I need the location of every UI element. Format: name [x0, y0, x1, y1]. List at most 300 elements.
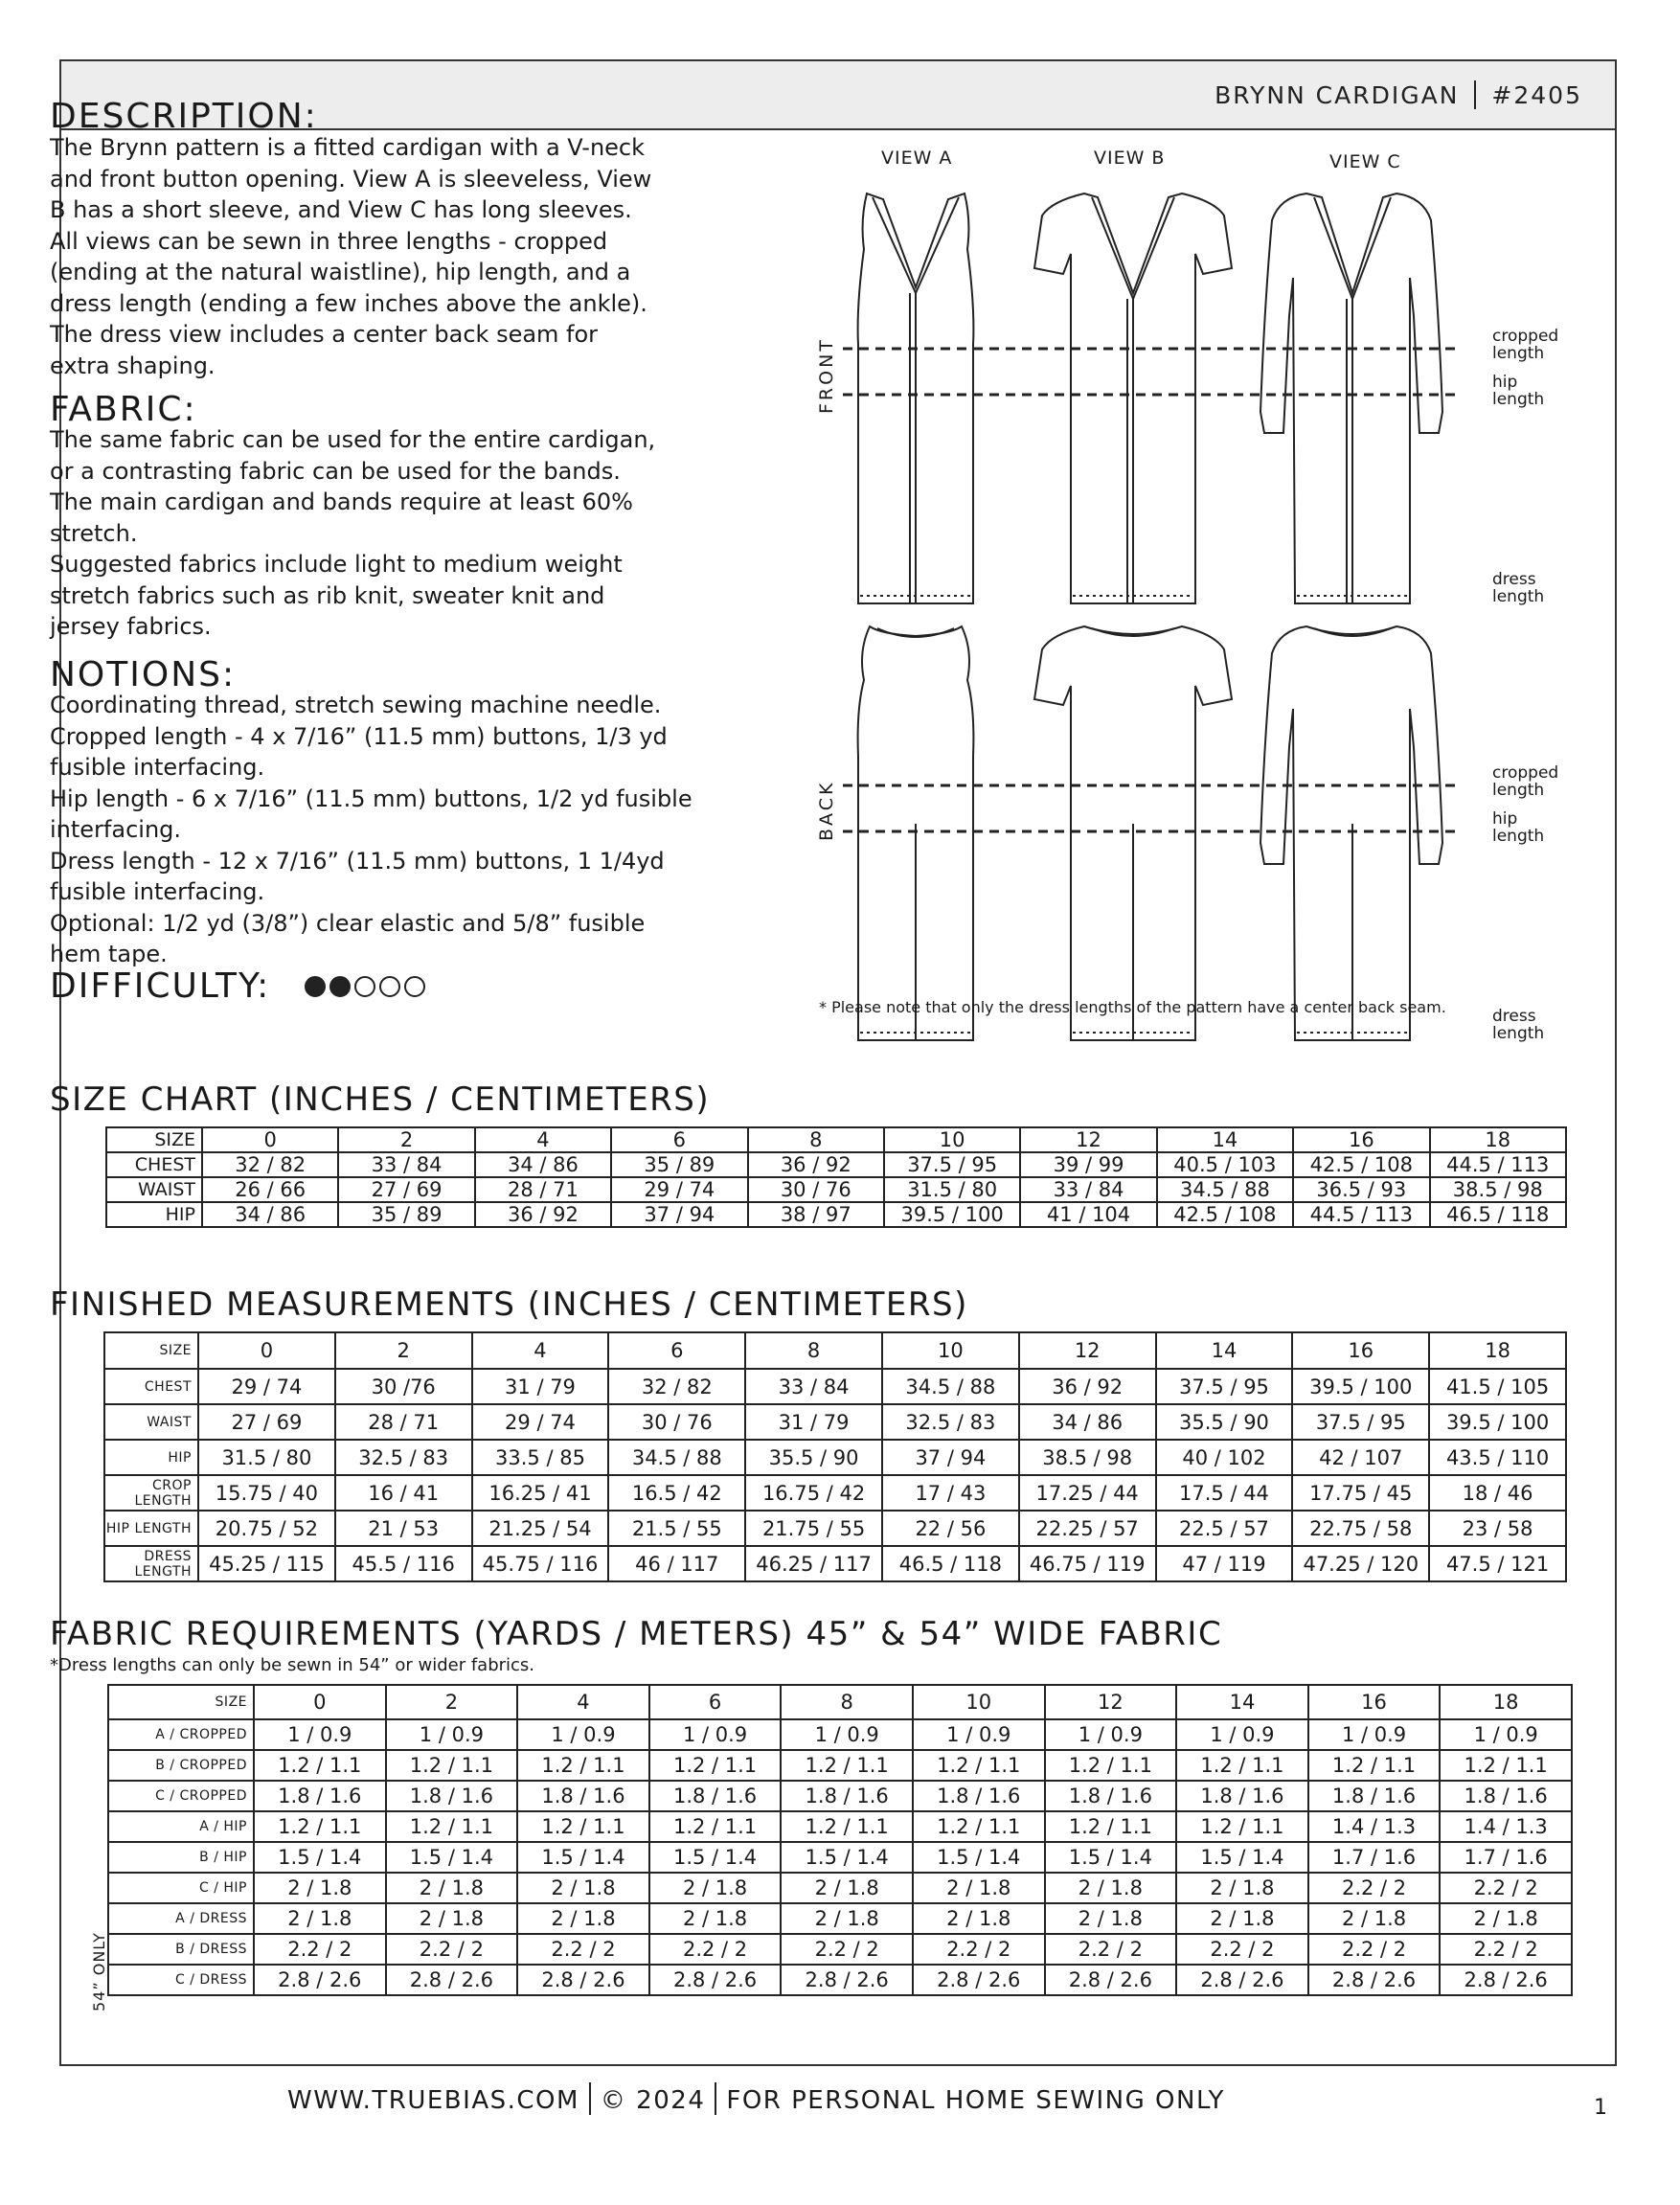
table-cell: 35 / 89 [338, 1202, 474, 1227]
table-cell: 2.8 / 2.6 [1045, 1965, 1177, 1995]
finished-measurements-table [103, 1331, 1567, 1582]
table-cell: 1.2 / 1.1 [649, 1811, 782, 1842]
table-cell: 21.25 / 54 [472, 1511, 609, 1546]
table-row [104, 1369, 1566, 1404]
difficulty-dot [379, 976, 400, 997]
row-label: A / HIP [108, 1811, 254, 1842]
size-column-header: 2 [338, 1127, 474, 1152]
table-cell: 1.2 / 1.1 [781, 1750, 913, 1781]
size-column-header: 8 [781, 1685, 913, 1719]
table-cell: 1.2 / 1.1 [781, 1811, 913, 1842]
table-row [108, 1811, 1572, 1842]
table-cell: 1.5 / 1.4 [1045, 1842, 1177, 1873]
fabric-text [50, 424, 778, 643]
fabric-requirements-title: FABRIC REQUIREMENTS (YARDS / METERS) 45” & 54” WIDE FABRIC [50, 1615, 1223, 1653]
difficulty-row [50, 967, 425, 1006]
table-row [106, 1202, 1566, 1227]
row-label: WAIST [106, 1177, 202, 1202]
row-label: HIP LENGTH [104, 1511, 198, 1546]
pattern-code: #2405 [1491, 81, 1582, 109]
table-cell: 2 / 1.8 [913, 1903, 1045, 1934]
text-line: dress length (ending a few inches above the ankle). [50, 289, 647, 317]
back-view-c-sketch [1260, 626, 1442, 1040]
size-column-header: 4 [475, 1127, 611, 1152]
table-cell: 31 / 79 [472, 1369, 609, 1404]
table-cell: 17.25 / 44 [1019, 1475, 1156, 1511]
table-cell: 1.2 / 1.1 [1440, 1750, 1572, 1781]
table-cell: 42.5 / 108 [1157, 1202, 1293, 1227]
page-number: 1 [1594, 2096, 1607, 2120]
table-row [104, 1511, 1566, 1546]
text-line: The dress view includes a center back seam for [50, 321, 599, 348]
table-cell: 1.2 / 1.1 [517, 1811, 649, 1842]
table-cell: 37 / 94 [611, 1202, 747, 1227]
table-cell: 31 / 79 [745, 1404, 882, 1440]
table-cell: 2.8 / 2.6 [781, 1965, 913, 1995]
table-cell: 31.5 / 80 [884, 1177, 1020, 1202]
notions-text [50, 690, 778, 970]
text-line: B has a short sleeve, and View C has long sleeves. [50, 196, 632, 223]
footer-divider [589, 2082, 591, 2115]
copyright: © 2024 [600, 2086, 706, 2115]
front-hip-label: hip length [1492, 373, 1545, 409]
row-label: DRESS LENGTH [104, 1546, 198, 1581]
row-label: CHEST [106, 1152, 202, 1177]
table-cell: 47.5 / 121 [1429, 1546, 1566, 1581]
table-cell: 16.75 / 42 [745, 1475, 882, 1511]
table-cell: 36 / 92 [748, 1152, 884, 1177]
table-row [108, 1719, 1572, 1750]
table-cell: 36 / 92 [475, 1202, 611, 1227]
text-line: stretch. [50, 519, 138, 547]
table-cell: 46 / 117 [608, 1546, 745, 1581]
fabric-heading: FABRIC: [50, 390, 197, 429]
table-cell: 29 / 74 [472, 1404, 609, 1440]
table-cell: 47.25 / 120 [1292, 1546, 1429, 1581]
text-line: All views can be sewn in three lengths - cropped [50, 227, 608, 255]
table-cell: 2.2 / 2 [517, 1934, 649, 1965]
size-column-header: 6 [611, 1127, 747, 1152]
size-column-header: 14 [1157, 1127, 1293, 1152]
row-label: WAIST [104, 1404, 198, 1440]
table-cell: 1.5 / 1.4 [254, 1842, 386, 1873]
size-column-header: 14 [1156, 1332, 1293, 1369]
back-view-b-sketch [1034, 626, 1232, 1040]
table-cell: 2.8 / 2.6 [649, 1965, 782, 1995]
table-cell: 22.75 / 58 [1292, 1511, 1429, 1546]
table-cell: 2.8 / 2.6 [254, 1965, 386, 1995]
front-cropped-label: cropped length [1492, 327, 1559, 363]
table-cell: 39 / 99 [1020, 1152, 1156, 1177]
table-cell: 22.25 / 57 [1019, 1511, 1156, 1546]
table-cell: 38 / 97 [748, 1202, 884, 1227]
front-view-b-sketch [1034, 193, 1232, 603]
text-line: fusible interfacing. [50, 754, 265, 781]
technical-drawings [747, 86, 1559, 1092]
table-cell: 28 / 71 [335, 1404, 472, 1440]
table-cell: 1.5 / 1.4 [1176, 1842, 1308, 1873]
table-cell: 27 / 69 [198, 1404, 335, 1440]
text-line: and front button opening. View A is sleeveless, View [50, 165, 652, 193]
table-cell: 41.5 / 105 [1429, 1369, 1566, 1404]
table-cell: 1.8 / 1.6 [1045, 1781, 1177, 1811]
table-cell: 1.2 / 1.1 [386, 1811, 518, 1842]
difficulty-dot [329, 976, 351, 997]
table-cell: 2 / 1.8 [781, 1903, 913, 1934]
table-cell: 22.5 / 57 [1156, 1511, 1293, 1546]
table-cell: 32 / 82 [202, 1152, 338, 1177]
table-cell: 2.2 / 2 [1308, 1873, 1441, 1903]
table-cell: 31.5 / 80 [198, 1440, 335, 1475]
table-cell: 1.8 / 1.6 [649, 1781, 782, 1811]
table-cell: 2 / 1.8 [649, 1903, 782, 1934]
table-cell: 1.8 / 1.6 [1176, 1781, 1308, 1811]
size-column-header: 8 [745, 1332, 882, 1369]
row-label: CHEST [104, 1369, 198, 1404]
table-cell: 40.5 / 103 [1157, 1152, 1293, 1177]
pattern-name: BRYNN CARDIGAN [1215, 81, 1460, 109]
size-column-header: 4 [517, 1685, 649, 1719]
table-cell: 29 / 74 [198, 1369, 335, 1404]
difficulty-dot [305, 976, 326, 997]
table-cell: 1 / 0.9 [781, 1719, 913, 1750]
table-cell: 34 / 86 [475, 1152, 611, 1177]
footer-divider [715, 2082, 716, 2115]
size-column-header: 6 [649, 1685, 782, 1719]
text-line: The same fabric can be used for the entire cardigan, [50, 426, 656, 453]
table-row [108, 1873, 1572, 1903]
table-cell: 22 / 56 [882, 1511, 1019, 1546]
table-cell: 2 / 1.8 [1308, 1903, 1441, 1934]
table-cell: 40 / 102 [1156, 1440, 1293, 1475]
table-cell: 33 / 84 [745, 1369, 882, 1404]
back-hip-label: hip length [1492, 809, 1545, 846]
table-cell: 38.5 / 98 [1019, 1440, 1156, 1475]
row-label: C / CROPPED [108, 1781, 254, 1811]
size-column-header: 10 [913, 1685, 1045, 1719]
size-column-header: 10 [884, 1127, 1020, 1152]
table-cell: 35.5 / 90 [745, 1440, 882, 1475]
table-cell: 1 / 0.9 [1176, 1719, 1308, 1750]
table-cell: 2.2 / 2 [1308, 1934, 1441, 1965]
table-cell: 1.5 / 1.4 [649, 1842, 782, 1873]
table-cell: 34.5 / 88 [882, 1369, 1019, 1404]
size-column-header: 12 [1020, 1127, 1156, 1152]
table-cell: 1.4 / 1.3 [1308, 1811, 1441, 1842]
row-label: B / DRESS [108, 1934, 254, 1965]
table-row [108, 1781, 1572, 1811]
table-cell: 38.5 / 98 [1430, 1177, 1566, 1202]
table-cell: 26 / 66 [202, 1177, 338, 1202]
table-row [108, 1965, 1572, 1995]
table-cell: 18 / 46 [1429, 1475, 1566, 1511]
table-cell: 2.2 / 2 [1440, 1934, 1572, 1965]
table-cell: 1 / 0.9 [649, 1719, 782, 1750]
text-line: or a contrasting fabric can be used for the bands. [50, 457, 621, 485]
table-cell: 2 / 1.8 [517, 1873, 649, 1903]
size-column-header: 16 [1292, 1332, 1429, 1369]
text-line: Suggested fabrics include light to medium weight [50, 551, 623, 578]
table-cell: 1.4 / 1.3 [1440, 1811, 1572, 1842]
table-cell: 29 / 74 [611, 1177, 747, 1202]
table-cell: 1 / 0.9 [1440, 1719, 1572, 1750]
table-cell: 2.2 / 2 [1176, 1934, 1308, 1965]
table-cell: 2.8 / 2.6 [913, 1965, 1045, 1995]
table-cell: 2 / 1.8 [1176, 1873, 1308, 1903]
text-line: extra shaping. [50, 352, 216, 379]
size-column-header: 10 [882, 1332, 1019, 1369]
table-row [104, 1546, 1566, 1581]
fabric-width-note: *Dress lengths can only be sewn in 54” or wider fabrics. [50, 1655, 535, 1675]
garment-sketches [747, 86, 1532, 1044]
difficulty-label: DIFFICULTY: [50, 966, 271, 1006]
table-cell: 2 / 1.8 [1045, 1903, 1177, 1934]
table-cell: 1.8 / 1.6 [517, 1781, 649, 1811]
table-cell: 2 / 1.8 [781, 1873, 913, 1903]
table-cell: 27 / 69 [338, 1177, 474, 1202]
back-dress-label: dress length [1492, 1007, 1545, 1043]
row-label: A / CROPPED [108, 1719, 254, 1750]
table-cell: 1.5 / 1.4 [386, 1842, 518, 1873]
table-cell: 1.2 / 1.1 [1045, 1750, 1177, 1781]
table-cell: 2 / 1.8 [913, 1873, 1045, 1903]
table-cell: 23 / 58 [1429, 1511, 1566, 1546]
table-cell: 1 / 0.9 [386, 1719, 518, 1750]
table-cell: 2 / 1.8 [649, 1873, 782, 1903]
table-cell: 1.2 / 1.1 [1176, 1811, 1308, 1842]
table-cell: 2.8 / 2.6 [1176, 1965, 1308, 1995]
table-cell: 15.75 / 40 [198, 1475, 335, 1511]
table-cell: 32 / 82 [608, 1369, 745, 1404]
size-header-cell: SIZE [108, 1685, 254, 1719]
table-cell: 39.5 / 100 [1292, 1369, 1429, 1404]
table-cell: 2 / 1.8 [1176, 1903, 1308, 1934]
table-cell: 21.5 / 55 [608, 1511, 745, 1546]
table-cell: 35.5 / 90 [1156, 1404, 1293, 1440]
table-cell: 2.2 / 2 [1045, 1934, 1177, 1965]
back-view-a-sketch [858, 626, 974, 1040]
table-cell: 1.8 / 1.6 [254, 1781, 386, 1811]
size-column-header: 2 [335, 1332, 472, 1369]
table-cell: 47 / 119 [1156, 1546, 1293, 1581]
table-cell: 16.25 / 41 [472, 1475, 609, 1511]
view-a-label: VIEW A [881, 148, 953, 169]
table-cell: 41 / 104 [1020, 1202, 1156, 1227]
table-cell: 46.75 / 119 [1019, 1546, 1156, 1581]
text-line: The Brynn pattern is a fitted cardigan with a V-neck [50, 134, 646, 161]
table-row [108, 1934, 1572, 1965]
table-cell: 16 / 41 [335, 1475, 472, 1511]
table-cell: 20.75 / 52 [198, 1511, 335, 1546]
table-cell: 1.2 / 1.1 [254, 1811, 386, 1842]
table-row [106, 1152, 1566, 1177]
notions-heading: NOTIONS: [50, 655, 237, 694]
table-cell: 1.2 / 1.1 [1308, 1750, 1441, 1781]
back-cropped-label: cropped length [1492, 763, 1559, 800]
text-line: Dress length - 12 x 7/16” (11.5 mm) buttons, 1 1/4yd [50, 847, 665, 875]
table-cell: 46.25 / 117 [745, 1546, 882, 1581]
table-cell: 1.2 / 1.1 [254, 1750, 386, 1781]
row-label: A / DRESS [108, 1903, 254, 1934]
table-cell: 45.5 / 116 [335, 1546, 472, 1581]
table-cell: 45.25 / 115 [198, 1546, 335, 1581]
view-c-label: VIEW C [1329, 151, 1401, 172]
size-column-header: 16 [1293, 1127, 1429, 1152]
view-b-label: VIEW B [1094, 148, 1166, 169]
table-cell: 44.5 / 113 [1293, 1202, 1429, 1227]
table-cell: 2.8 / 2.6 [386, 1965, 518, 1995]
table-cell: 1.2 / 1.1 [517, 1750, 649, 1781]
table-cell: 34.5 / 88 [608, 1440, 745, 1475]
website-link[interactable]: WWW.TRUEBIAS.COM [287, 2086, 579, 2115]
table-row [106, 1177, 1566, 1202]
usage-note: FOR PERSONAL HOME SEWING ONLY [726, 2086, 1225, 2115]
table-cell: 2 / 1.8 [1045, 1873, 1177, 1903]
table-cell: 1 / 0.9 [517, 1719, 649, 1750]
table-cell: 2.2 / 2 [1440, 1873, 1572, 1903]
text-line: Optional: 1/2 yd (3/8”) clear elastic and 5/8” fusible [50, 909, 646, 937]
size-column-header: 18 [1429, 1332, 1566, 1369]
table-cell: 1.7 / 1.6 [1308, 1842, 1441, 1873]
table-cell: 37.5 / 95 [1292, 1404, 1429, 1440]
size-column-header: 16 [1308, 1685, 1441, 1719]
table-cell: 2.2 / 2 [649, 1934, 782, 1965]
table-cell: 1.2 / 1.1 [913, 1811, 1045, 1842]
table-cell: 1.8 / 1.6 [1440, 1781, 1572, 1811]
size-column-header: 14 [1176, 1685, 1308, 1719]
size-column-header: 18 [1440, 1685, 1572, 1719]
table-cell: 30 / 76 [608, 1404, 745, 1440]
table-cell: 2 / 1.8 [254, 1903, 386, 1934]
table-cell: 17 / 43 [882, 1475, 1019, 1511]
table-cell: 1.8 / 1.6 [386, 1781, 518, 1811]
table-cell: 33 / 84 [338, 1152, 474, 1177]
size-column-header: 2 [386, 1685, 518, 1719]
text-line: (ending at the natural waistline), hip length, and a [50, 259, 631, 285]
table-cell: 2 / 1.8 [386, 1903, 518, 1934]
table-cell: 1.5 / 1.4 [517, 1842, 649, 1873]
table-header-row [108, 1685, 1572, 1719]
row-label: C / DRESS [108, 1965, 254, 1995]
table-cell: 32.5 / 83 [335, 1440, 472, 1475]
text-line: Hip length - 6 x 7/16” (11.5 mm) buttons, 1/2 yd fusible [50, 784, 692, 812]
text-line: fusible interfacing. [50, 878, 265, 905]
size-column-header: 12 [1045, 1685, 1177, 1719]
table-cell: 21.75 / 55 [745, 1511, 882, 1546]
text-line: Cropped length - 4 x 7/16” (11.5 mm) buttons, 1/3 yd [50, 722, 668, 750]
table-cell: 30 / 76 [748, 1177, 884, 1202]
table-cell: 1.2 / 1.1 [386, 1750, 518, 1781]
54-only-label: 54” ONLY [90, 1932, 108, 2012]
table-row [104, 1440, 1566, 1475]
size-column-header: 0 [202, 1127, 338, 1152]
table-row [104, 1475, 1566, 1511]
table-cell: 35 / 89 [611, 1152, 747, 1177]
center-back-seam-note: * Please note that only the dress lengths of the pattern have a center back seam. [819, 998, 1446, 1016]
front-dress-label: dress length [1492, 570, 1545, 606]
size-chart-title: SIZE CHART (INCHES / CENTIMETERS) [50, 1080, 711, 1119]
table-cell: 37.5 / 95 [1156, 1369, 1293, 1404]
size-column-header: 4 [472, 1332, 609, 1369]
table-row [108, 1842, 1572, 1873]
table-cell: 1 / 0.9 [1308, 1719, 1441, 1750]
size-chart-table [105, 1126, 1567, 1228]
table-row [108, 1750, 1572, 1781]
table-cell: 1 / 0.9 [254, 1719, 386, 1750]
text-line: hem tape. [50, 941, 168, 967]
table-header-row [106, 1127, 1566, 1152]
size-column-header: 0 [254, 1685, 386, 1719]
row-label: HIP [106, 1202, 202, 1227]
difficulty-rating [305, 976, 425, 997]
finished-measurements-title: FINISHED MEASUREMENTS (INCHES / CENTIMETERS) [50, 1285, 968, 1324]
text-line: interfacing. [50, 816, 182, 843]
table-cell: 39.5 / 100 [884, 1202, 1020, 1227]
table-cell: 17.5 / 44 [1156, 1475, 1293, 1511]
table-cell: 34 / 86 [202, 1202, 338, 1227]
description-text [50, 132, 778, 381]
size-column-header: 0 [198, 1332, 335, 1369]
table-cell: 1 / 0.9 [913, 1719, 1045, 1750]
row-label: HIP [104, 1440, 198, 1475]
table-cell: 34.5 / 88 [1157, 1177, 1293, 1202]
table-cell: 2.2 / 2 [254, 1934, 386, 1965]
table-cell: 30 /76 [335, 1369, 472, 1404]
text-line: The main cardigan and bands require at least 60% [50, 489, 633, 515]
table-cell: 2 / 1.8 [1440, 1903, 1572, 1934]
table-cell: 1.7 / 1.6 [1440, 1842, 1572, 1873]
table-cell: 1.2 / 1.1 [1176, 1750, 1308, 1781]
table-cell: 2.2 / 2 [386, 1934, 518, 1965]
table-cell: 1.8 / 1.6 [913, 1781, 1045, 1811]
table-header-row [104, 1332, 1566, 1369]
size-header-cell: SIZE [106, 1127, 202, 1152]
fabric-requirements-table [107, 1684, 1573, 1996]
table-cell: 46.5 / 118 [882, 1546, 1019, 1581]
table-cell: 36 / 92 [1019, 1369, 1156, 1404]
difficulty-dot [354, 976, 375, 997]
table-cell: 1.2 / 1.1 [1045, 1811, 1177, 1842]
front-view-c-sketch [1260, 193, 1442, 603]
table-row [104, 1404, 1566, 1440]
footer [287, 2082, 1225, 2115]
table-cell: 16.5 / 42 [608, 1475, 745, 1511]
size-column-header: 6 [608, 1332, 745, 1369]
table-cell: 1.8 / 1.6 [781, 1781, 913, 1811]
description-heading: DESCRIPTION: [50, 97, 318, 136]
text-line: stretch fabrics such as rib knit, sweater knit and [50, 581, 605, 609]
table-cell: 28 / 71 [475, 1177, 611, 1202]
table-cell: 39.5 / 100 [1429, 1404, 1566, 1440]
table-cell: 34 / 86 [1019, 1404, 1156, 1440]
table-cell: 17.75 / 45 [1292, 1475, 1429, 1511]
table-cell: 33.5 / 85 [472, 1440, 609, 1475]
table-cell: 2.8 / 2.6 [1440, 1965, 1572, 1995]
table-cell: 2 / 1.8 [517, 1903, 649, 1934]
table-cell: 2.2 / 2 [781, 1934, 913, 1965]
table-cell: 44.5 / 113 [1430, 1152, 1566, 1177]
back-label: BACK [816, 780, 837, 841]
table-cell: 1.5 / 1.4 [913, 1842, 1045, 1873]
table-cell: 36.5 / 93 [1293, 1177, 1429, 1202]
table-row [108, 1903, 1572, 1934]
table-cell: 1 / 0.9 [1045, 1719, 1177, 1750]
table-cell: 43.5 / 110 [1429, 1440, 1566, 1475]
table-cell: 42 / 107 [1292, 1440, 1429, 1475]
table-cell: 2.2 / 2 [913, 1934, 1045, 1965]
size-column-header: 8 [748, 1127, 884, 1152]
text-line: Coordinating thread, stretch sewing machine needle. [50, 692, 662, 718]
